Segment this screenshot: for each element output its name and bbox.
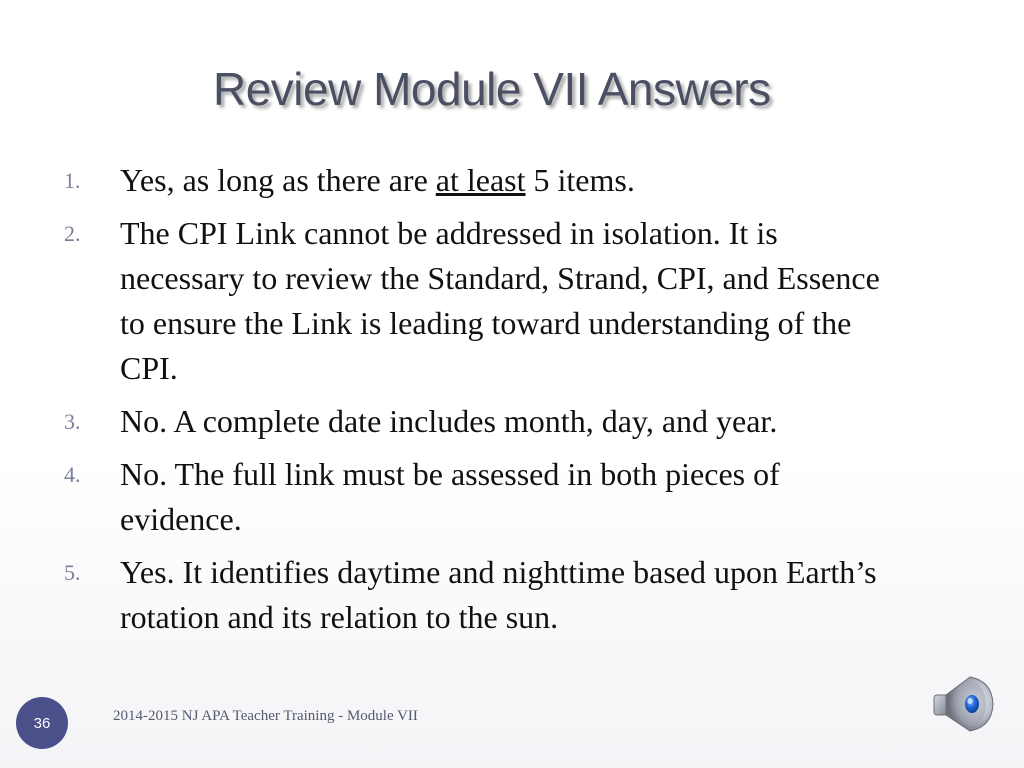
footer-text: 2014-2015 NJ APA Teacher Training - Module VII	[113, 708, 418, 724]
answer-item	[64, 211, 904, 391]
answer-number: 2.	[64, 221, 81, 246]
answer-number: 1.	[64, 168, 81, 193]
page-number-badge: 36	[16, 697, 68, 749]
answer-number: 5.	[64, 560, 81, 585]
answer-item	[64, 158, 904, 203]
answer-item	[64, 452, 904, 542]
answer-text	[120, 158, 904, 203]
answers-list	[64, 158, 904, 648]
answer-text-part: 5 items.	[525, 162, 635, 198]
answer-text: The CPI Link cannot be addressed in isolation. It is necessary to review the Standard, Strand, CPI, and Essence to ensure the Link is leading toward understanding of the CPI.	[120, 215, 880, 386]
answer-emphasis: at least	[435, 162, 526, 198]
answer-text-part: Yes, as long as there are	[120, 162, 436, 198]
answer-item	[64, 399, 904, 444]
slide-title: Review Module VII Answers	[213, 63, 771, 115]
answer-text: No. A complete date includes month, day, and year.	[120, 403, 778, 439]
answer-number: 3.	[64, 409, 81, 434]
answer-text: No. The full link must be assessed in both pieces of evidence.	[120, 456, 780, 537]
answer-item	[64, 550, 904, 640]
speaker-audio-icon[interactable]	[930, 673, 996, 735]
answer-text: Yes. It identifies daytime and nighttime based upon Earth’s rotation and its relation to the sun.	[120, 554, 877, 635]
answer-number: 4.	[64, 462, 81, 487]
